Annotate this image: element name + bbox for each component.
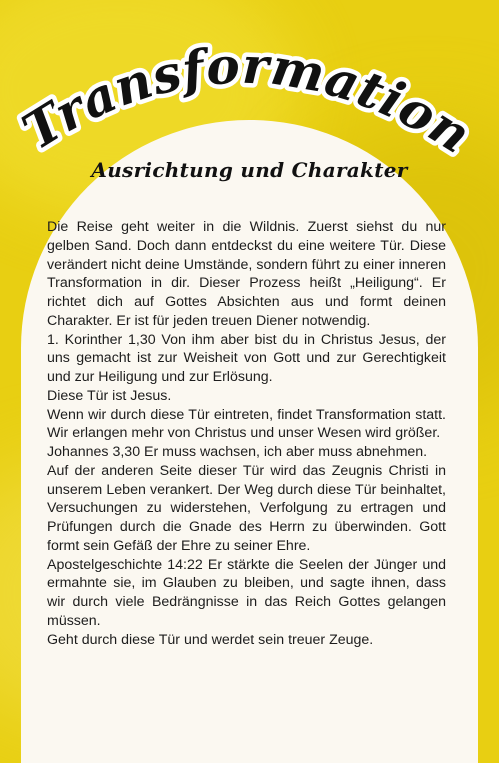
body-text: [47, 218, 446, 649]
paragraph: Wenn wir durch diese Tür eintreten, findet Transformation statt. Wir erlangen mehr von Christus und unser Wesen wird größer.: [47, 406, 446, 442]
scripture-paragraph: Johannes 3,30 Er muss wachsen, ich aber muss abnehmen.: [47, 444, 428, 460]
page-title: Transformation: [12, 35, 482, 166]
paragraph: Auf der anderen Seite dieser Tür wird das Zeugnis Christi in unserem Leben verankert. Der Weg durch diese Tür beinhaltet, Versuchungen zu widerstehen, Verfolgung zu ertragen und Prüfungen durch die Gnade des Herrn zu überwinden. Gott formt sein Gefäß der Ehre zu seiner Ehre.: [47, 462, 446, 554]
paragraph: Geht durch diese Tür und werdet sein treuer Zeuge.: [47, 631, 374, 648]
scripture-paragraph: 1. Korinther 1,30 Von ihm aber bist du in Christus Jesus, der uns gemacht ist zur Weisheit von Gott und zur Gerechtigkeit und zur Heiligung und zur Erlösung.: [47, 331, 446, 385]
page-subtitle: Ausrichtung und Charakter: [91, 158, 408, 182]
paragraph: Die Reise geht weiter in die Wildnis. Zuerst siehst du nur gelben Sand. Doch dann entdeckst du eine weitere Tür. Diese verändert nicht deine Umstände, sondern führt zu einer inneren Transformation in dir. Dieser Prozess heißt „Heiligung“. Er richtet dich auf Gottes Absichten aus und formt deinen Charakter. Er ist für jeden treuen Diener notwendig.: [47, 219, 446, 329]
scripture-paragraph: Apostelgeschichte 14:22 Er stärkte die Seelen der Jünger und ermahnte sie, im Glauben zu bleiben, und sagte ihnen, dass wir durch viele Bedrängnisse in das Reich Gottes gelangen müssen.: [47, 556, 446, 629]
paragraph: Diese Tür ist Jesus.: [47, 387, 172, 404]
